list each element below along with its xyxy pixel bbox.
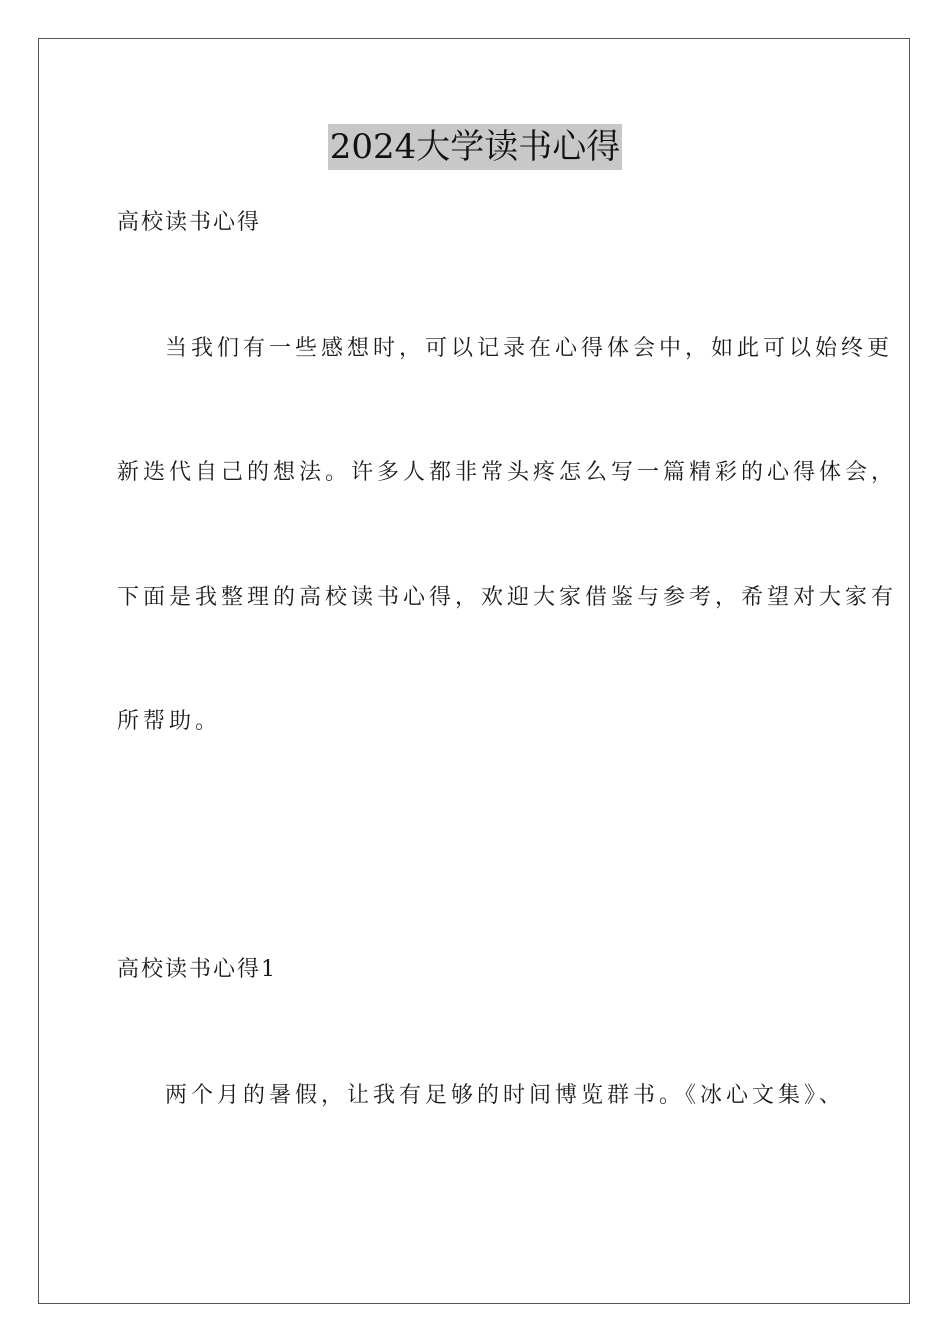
section-line-1: 两个月的暑假，让我有足够的时间博览群书。《冰心文集》、 <box>165 1083 846 1108</box>
document-subtitle: 高校读书心得 <box>117 210 262 235</box>
intro-line-3: 下面是我整理的高校读书心得，欢迎大家借鉴与参考，希望对大家有 <box>117 585 898 610</box>
intro-line-1: 当我们有一些感想时，可以记录在心得体会中，如此可以始终更 <box>165 336 894 361</box>
title-container <box>0 124 950 170</box>
document-title: 2024大学读书心得 <box>328 124 623 170</box>
intro-line-2: 新迭代自己的想法。许多人都非常头疼怎么写一篇精彩的心得体会， <box>117 460 898 485</box>
intro-line-4: 所帮助。 <box>117 709 222 734</box>
section-heading: 高校读书心得1 <box>117 957 277 982</box>
